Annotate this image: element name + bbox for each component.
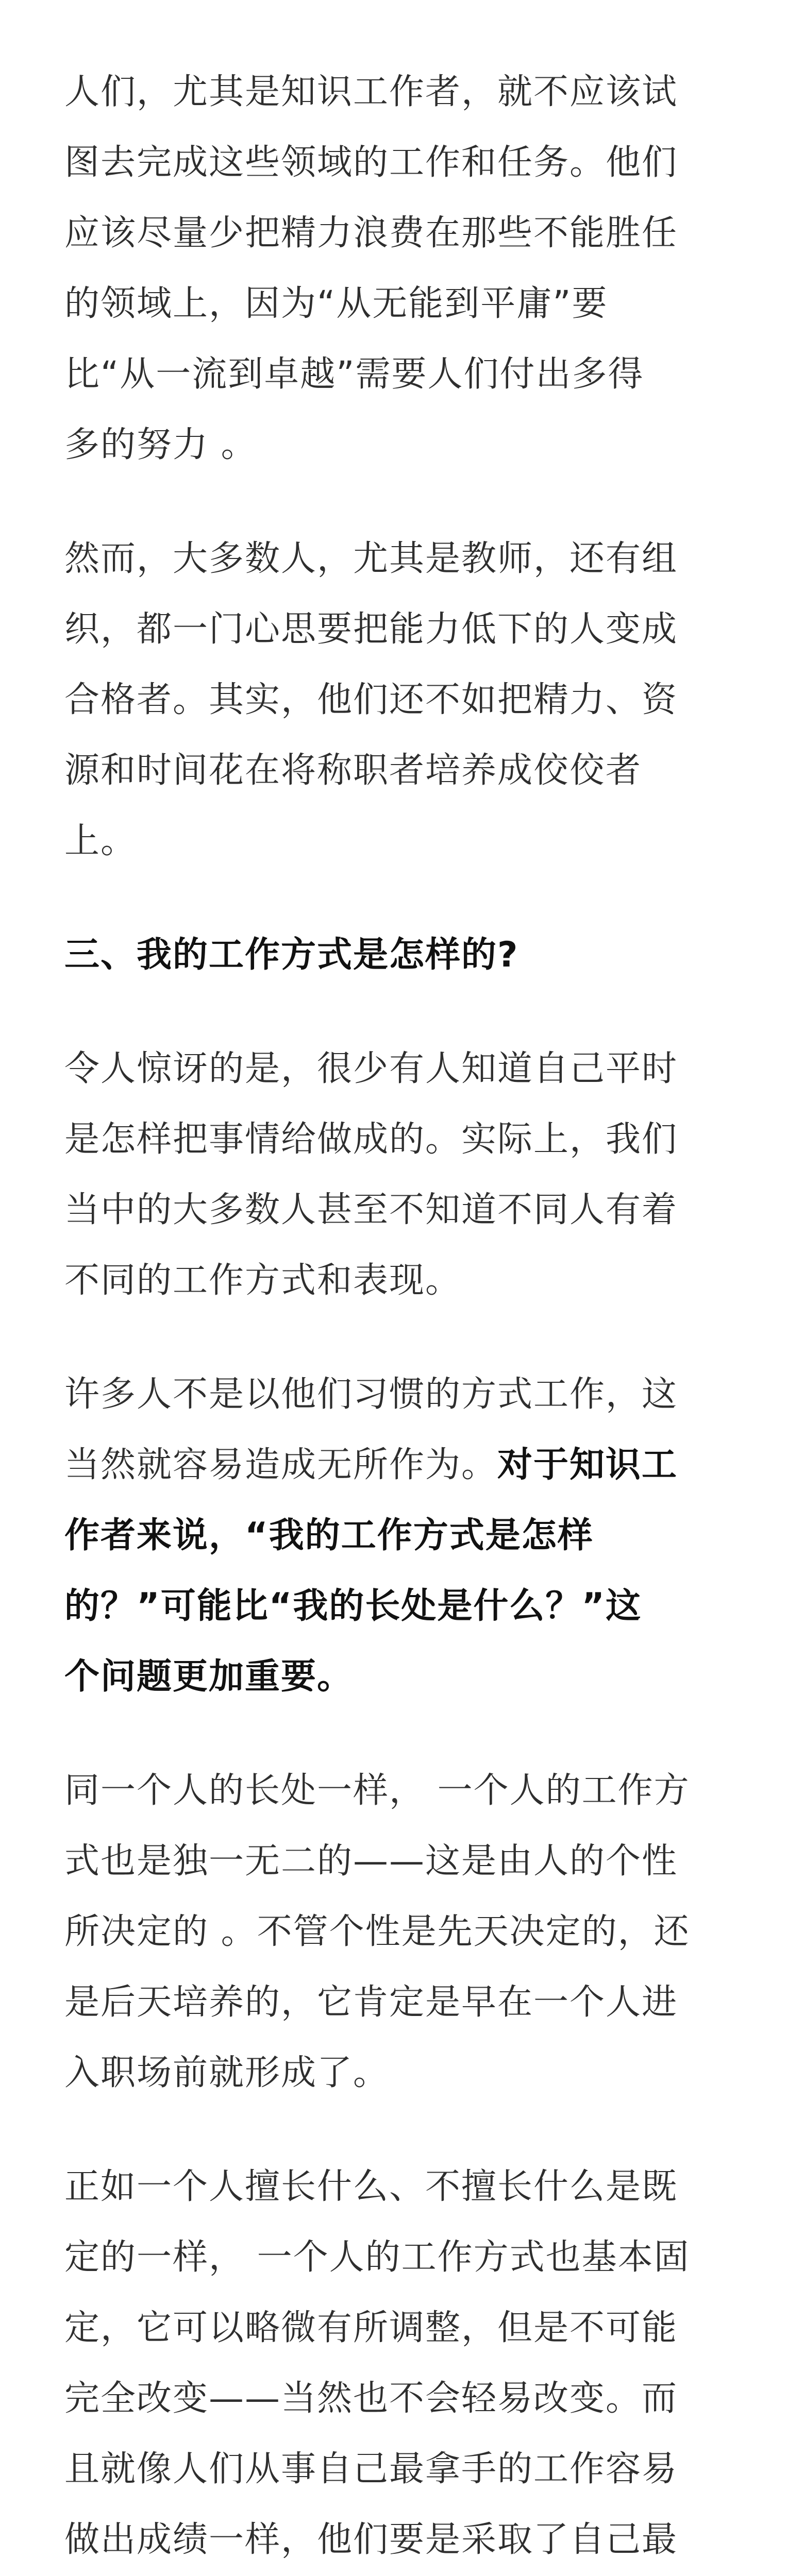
paragraph-unique-work-style: 同一个人的长处一样， 一个人的工作方 式也是独一无二的——这是由人的个性 所决定的 。不管个性是先天决定的，还 是后天培养的，它肯定是早在一个人进 入职场前就形成了。 — [64, 1770, 690, 2093]
paragraph-plain-text: 许多人不是以他们习惯的方式工作，这 当然就容易造成无所作为。 — [64, 1374, 678, 1485]
paragraph-focus-on-strengths: 人们，尤其是知识工作者，就不应该试 图去完成这些领域的工作和任务。他们 应该尽量少把精力浪费在那些不能胜任 的领域上，因为“从无能到平庸”要 比“从一流到卓越”需要人们付出多得 多的努力 。 — [64, 72, 678, 465]
paragraph-work-style-fixed: 正如一个人擅长什么、不擅长什么是既 定的一样， 一个人的工作方式也基本固 定，它可以略微有所调整，但是不可能 完全改变——当然也不会轻易改变。而 且就像人们从事自己最拿手的工作容易 做出成绩一样，他们要是采取了自己最 — [64, 2166, 690, 2560]
paragraph-few-know-how: 令人惊讶的是，很少有人知道自己平时 是怎样把事情给做成的。实际上，我们 当中的大多数人甚至不知道不同人有着 不同的工作方式和表现。 — [64, 1048, 678, 1301]
section-heading-work-style: 三、我的工作方式是怎样的? — [64, 935, 519, 975]
paragraph-work-style-importance — [64, 1359, 745, 1712]
paragraph-teachers-organizations: 然而，大多数人，尤其是教师，还有组 织，都一门心思要把能力低下的人变成 合格者。其实，他们还不如把精力、资 源和时间花在将称职者培养成佼佼者 上。 — [64, 538, 678, 861]
article-body — [64, 57, 745, 2576]
paragraph-bold-emphasis: 对于知识工 作者来说，“我的工作方式是怎样 的？”可能比“我的长处是什么？”这 个问题更加重要。 — [64, 1445, 678, 1697]
